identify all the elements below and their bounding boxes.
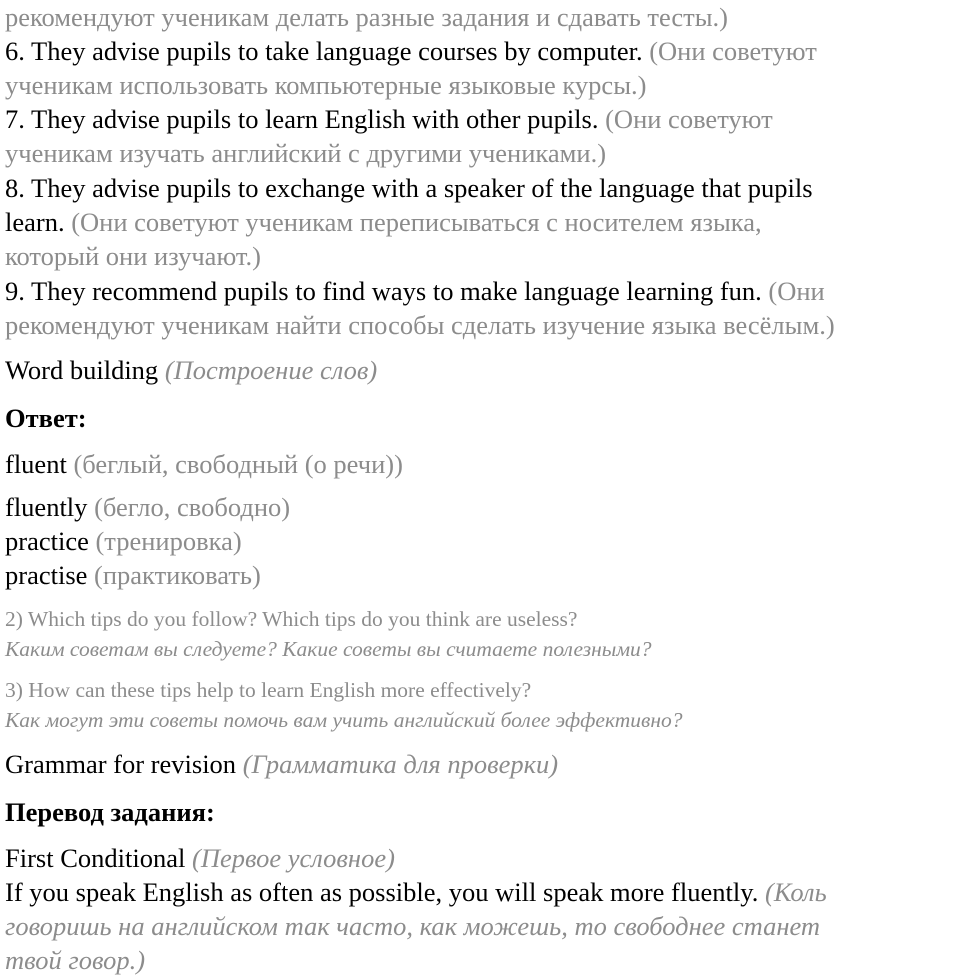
question-2-translation: Каким советам вы следуете? Какие советы вы считаете полезными? — [5, 637, 652, 661]
word-translation: (беглый, свободный (о речи)) — [73, 449, 403, 479]
answer-label: Ответ: — [5, 403, 87, 433]
item6-translation-start: (Они советуют — [649, 36, 817, 66]
item7-line1 — [5, 102, 773, 136]
question-2-english: 2) Which tips do you follow? Which tips do you think are useless? — [5, 607, 578, 631]
word-item — [5, 524, 242, 558]
word-translation: (бегло, свободно) — [94, 492, 291, 522]
item7-translation-start: (Они советуют — [605, 104, 773, 134]
conditional-title: First Conditional — [5, 843, 186, 873]
item5-translation-end: рекомендуют ученикам делать разные задания и сдавать тесты.) — [5, 2, 729, 32]
word-item — [5, 447, 403, 481]
question-3-english: 3) How can these tips help to learn English more effectively? — [5, 678, 532, 702]
question-3-translation: Как могут эти советы помочь вам учить английский более эффективно? — [5, 708, 683, 732]
conditional-example-line1 — [5, 875, 827, 909]
word-building-heading — [5, 353, 377, 387]
item6-english: 6. They advise pupils to take language courses by computer. — [5, 36, 643, 66]
item8-translation-start: (Они советуют ученикам переписываться с носителем языка, — [71, 207, 762, 237]
item9-translation-end: рекомендуют ученикам найти способы сделать изучение языка весёлым.) — [5, 310, 835, 340]
word: fluent — [5, 449, 67, 479]
word-item — [5, 490, 290, 524]
word: fluently — [5, 492, 88, 522]
word: practise — [5, 560, 88, 590]
item8-line2 — [5, 205, 762, 239]
item6-translation-end: ученикам использовать компьютерные языковые курсы.) — [5, 70, 647, 100]
word-building-title: Word building — [5, 355, 159, 385]
item8-translation-end: который они изучают.) — [5, 241, 261, 271]
task-translation-label: Перевод задания: — [5, 797, 215, 827]
word-item — [5, 558, 261, 592]
item7-english: 7. They advise pupils to learn English with other pupils. — [5, 104, 599, 134]
word: practice — [5, 526, 89, 556]
conditional-title-translation: (Первое условное) — [192, 843, 395, 873]
grammar-title-translation: (Грамматика для проверки) — [242, 749, 559, 779]
item8-english-line1: 8. They advise pupils to exchange with a speaker of the language that pupils — [5, 173, 813, 203]
item7-translation-end: ученикам изучать английский с другими учениками.) — [5, 138, 607, 168]
item9-translation-start: (Они — [768, 276, 825, 306]
item6-line1 — [5, 34, 817, 68]
word-translation: (практиковать) — [94, 560, 261, 590]
conditional-example-translation-start: (Коль — [765, 877, 827, 907]
item9-english: 9. They recommend pupils to find ways to make language learning fun. — [5, 276, 762, 306]
word-translation: (тренировка) — [95, 526, 242, 556]
item9-line1 — [5, 274, 825, 308]
conditional-heading — [5, 841, 395, 875]
word-building-title-translation: (Построение слов) — [164, 355, 378, 385]
grammar-title: Grammar for revision — [5, 749, 237, 779]
conditional-example-english: If you speak English as often as possible, you will speak more fluently. — [5, 877, 759, 907]
grammar-heading — [5, 747, 558, 781]
item8-english-end: learn. — [5, 207, 65, 237]
conditional-example-translation-end: твой говор.) — [5, 945, 146, 975]
conditional-example-translation-middle: говоришь на английском так часто, как можешь, то свободнее станет — [5, 911, 821, 941]
